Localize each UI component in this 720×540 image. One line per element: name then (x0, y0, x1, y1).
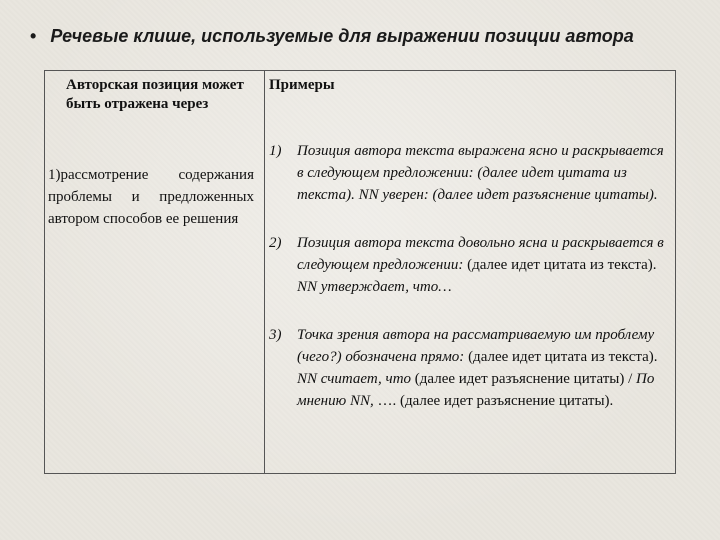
example-segment: (далее идет цитата из текста). (464, 349, 658, 365)
example-segment: NN считает, что (297, 371, 412, 387)
example-3 (269, 324, 673, 412)
title-bullet: • (30, 26, 37, 46)
example-2-number: 2) (269, 235, 282, 251)
example-2 (269, 232, 673, 298)
example-1-body (297, 140, 673, 206)
example-segment: (далее идет цитата из текста). (463, 257, 657, 273)
example-segment: По мнению NN, (297, 371, 655, 409)
header-examples: Примеры (269, 77, 335, 93)
example-segment: …. (далее идет разъяснение цитаты). (373, 393, 614, 409)
example-segment: (далее идет разъяснение цитаты) / (411, 371, 637, 387)
example-3-body (297, 324, 673, 412)
left-cell-text: 1)рассмотрение содержания проблемы и предложенных автором способов ее решения (48, 167, 254, 227)
header-author-position: Авторская позиция может быть отражена через (66, 77, 244, 112)
example-segment: Позиция автора текста выражена ясно и раскрывается в следующем предложении: (далее идет цитата из текста). NN уверен: (далее идет разъяснение цитаты). (297, 143, 664, 203)
example-segment: Позиция автора текста довольно ясна и раскрывается в следующем предложении: (297, 235, 664, 273)
example-1 (269, 140, 673, 206)
example-2-body (297, 232, 673, 298)
example-3-number: 3) (269, 327, 282, 343)
column-divider (264, 70, 265, 474)
title-text: Речевые клише, используемые для выражении позиции автора (50, 26, 634, 46)
example-segment: NN утверждает, что… (297, 279, 452, 295)
example-segment: Точка зрения автора на рассматриваемую им проблему (чего?) обозначена прямо: (297, 327, 655, 365)
example-1-number: 1) (269, 143, 282, 159)
slide-title (30, 26, 710, 47)
